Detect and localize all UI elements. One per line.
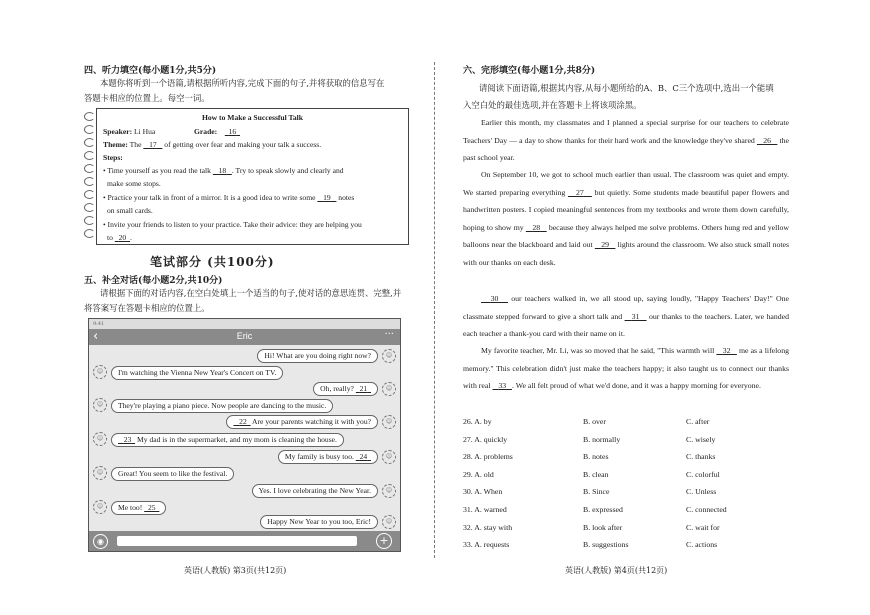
column-divider [434,62,435,558]
message-right: Happy New Year to you too, Eric! [260,515,378,529]
option-29-b: B. clean [583,469,609,479]
blank-22: 22 [239,417,247,426]
blank-26: 26 [763,135,772,145]
step-3: • Invite your friends to listen to your practice. Take their advice: they are helping you [103,220,362,229]
option-31-c: C. connected [686,505,727,514]
step-2: • Practice your talk in front of a mirror. It is a good idea to write some 19 notes [103,193,355,202]
written-part-title: 笔试部分 (共100分) [150,255,275,269]
chat-contact-name: Eric [236,331,253,341]
option-30-c: C. Unless [686,487,717,497]
avatar-right-icon: ☺ [382,450,396,464]
page-3-footer: 英语(人教版) 第3页(共12页) [184,566,287,575]
message-left: 23 My dad is in the supermarket, and my mom is cleaning the house. [111,433,344,447]
back-arrow-icon[interactable]: ‹ [93,329,99,344]
message-left: Me too! 25 [111,501,166,515]
option-27-b: B. normally [583,434,621,444]
avatar-left-icon: ☺ [93,466,107,480]
chat-input-bar [89,531,400,551]
blank-19: 19 [323,193,331,202]
blank-23: 23 [123,435,132,444]
avatar-left-icon: ☺ [93,432,107,446]
blank-25: 25 [147,503,156,512]
status-bar: 9:41 [89,319,400,329]
option-33-c: C. actions [686,540,718,550]
blank-28: 28 [532,222,541,232]
more-menu-icon[interactable]: ··· [384,329,394,340]
blank-29: 29 [601,240,609,249]
chat-screen [88,318,401,552]
option-33-a: 33. A. requests [463,540,510,550]
message-left: I'm watching the Vienna New Year's Concert on TV. [111,366,283,380]
blank-16: 16 [228,127,237,136]
option-26-c: C. after [686,417,710,426]
passage-paragraph-2: On September 10, we got to school much earlier than usual. The classroom was quiet and empty. We started preparing everything 27 but quietly. Some students made beautiful paper flowers and handwritten posters. I copied meaningful sentences from my textbooks and wrote them down carefully, hoping to show my 28 because they always helped me solve problems. Others hung red and yellow balloons near the blackboard and laid out 29 lights around the classroom. We also stuck small notes with our thanks on each desk. [463,170,790,267]
option-29-a: 29. A. old [463,469,494,479]
message-right: 22 Are your parents watching it with you? [226,415,378,429]
option-28-b: B. notes [583,452,609,462]
grade-label: Grade: [194,127,218,136]
option-30-b: B. Since [583,487,610,497]
option-32-c: C. wait for [686,522,720,532]
avatar-right-icon: ☺ [382,382,396,396]
speaker-value: Li Hua [134,127,156,136]
option-33-b: B. suggestions [583,540,629,550]
blank-18: 18 [218,166,227,175]
passage-paragraph-4: My favorite teacher, Mr. Li, was so moved that he said, "This warmth will 32 me as a lifelong memory." This celebration didn't just make the teachers happy; it also taught us to connect our thanks with real 33 . We all felt proud of what we'd done, and it was a happy morning for everyone. [463,346,789,390]
option-29-c: C. colorful [686,469,720,479]
section-4-instructions: 本题你将听到一个语篇,请根据所听内容,完成下面的句子,并将获取的信息写在 答题卡相应的位置上。每空一词。 [84,78,385,103]
blank-20: 20 [118,233,127,242]
blank-33: 33 [498,381,507,390]
option-30-a: 30. A. When [463,487,503,497]
option-28-c: C. thanks [686,452,716,462]
theme-label: Theme: [103,140,128,149]
avatar-right-icon: ☺ [382,415,396,429]
page-4-footer: 英语(人教版) 第4页(共12页) [565,566,668,575]
add-icon[interactable]: + [376,533,392,549]
notes-title: How to Make a Successful Talk [201,113,304,122]
steps-label: Steps: [103,153,123,162]
listening-notes-box: How to Make a Successful Talk Speaker: Li Hua Grade: 16 Theme: The 17 of getting over fear and making your talk a success. Steps: • Time yourself as you read the talk 18 . Try to speak slowly and clearly and make some stops. • Practice your talk in front of a mirror. It is a good idea to write some 19 notes on small cards. • Invite your friends to listen to your practice. Take their advice: they are helping you to 20 . [96,108,409,245]
avatar-left-icon: ☺ [93,398,107,412]
blank-17: 17 [149,140,157,149]
option-28-a: 28. A. problems [463,452,513,462]
message-right: My family is busy too. 24 [278,450,378,464]
blank-27: 27 [576,187,584,197]
option-27-a: 27. A. quickly [463,434,508,444]
message-right: Oh, really? 21 [313,382,378,396]
message-right: Hi! What are you doing right now? [257,349,378,363]
blank-24: 24 [359,452,368,461]
section-5-heading: 五、补全对话(每小题2分,共10分) [84,276,223,286]
avatar-right-icon: ☺ [382,484,396,498]
option-32-b: B. look after [583,522,623,532]
speaker-label: Speaker: [103,127,133,136]
passage-paragraph-1: Earlier this month, my classmates and I planned a special surprise for our teachers to celebrate Teachers' Day — a day to show thanks for their hard work and the knowledge they've shared 26 the past school year. [463,118,789,162]
option-31-b: B. expressed [583,505,623,514]
blank-32: 32 [722,346,731,355]
avatar-left-icon: ☺ [93,500,107,514]
message-right: Yes. I love celebrating the New Year. [252,484,378,498]
option-31-a: 31. A. warned [463,505,507,514]
message-left: They're playing a piano piece. Now people are dancing to the music. [111,399,333,413]
blank-30: 30 [490,294,499,303]
avatar-right-icon: ☺ [382,349,396,363]
option-26-b: B. over [583,417,606,426]
section-6-heading: 六、完形填空(每小题1分,共8分) [463,66,596,76]
avatar-right-icon: ☺ [382,515,396,529]
section-6-instructions: 请阅读下面语篇,根据其内容,从每小题所给的A、B、C三个选项中,选出一个能填 入空白处的最佳选项,并在答题卡上将该项涂黑。 [463,83,774,110]
section-5-instructions: 请根据下面的对话内容,在空白处填上一个适当的句子,使对话的意思连贯、完整,并 将答案写在答题卡相应的位置上。 [84,288,402,313]
avatar-left-icon: ☺ [93,365,107,379]
passage-paragraph-3: 30 our teachers walked in, we all stood up, saying loudly, "Happy Teachers' Day!" One classmate stepped forward to give a short talk and 31 our thanks to the teachers. Later, we handed each teacher a thank-you card with their name on it. [463,294,789,338]
blank-31: 31 [631,311,640,321]
chat-message-input[interactable] [117,536,357,546]
voice-icon[interactable]: ◉ [93,534,108,549]
option-32-a: 32. A. stay with [463,522,513,532]
chat-header [89,329,400,345]
option-26-a: 26. A. by [463,417,492,426]
blank-21: 21 [359,384,368,393]
option-27-c: C. wisely [686,434,716,444]
section-4-heading: 四、听力填空(每小题1分,共5分) [84,66,217,76]
step-1: • Time yourself as you read the talk 18 . Try to speak slowly and clearly and [103,166,344,175]
message-left: Great! You seem to like the festival. [111,467,234,481]
